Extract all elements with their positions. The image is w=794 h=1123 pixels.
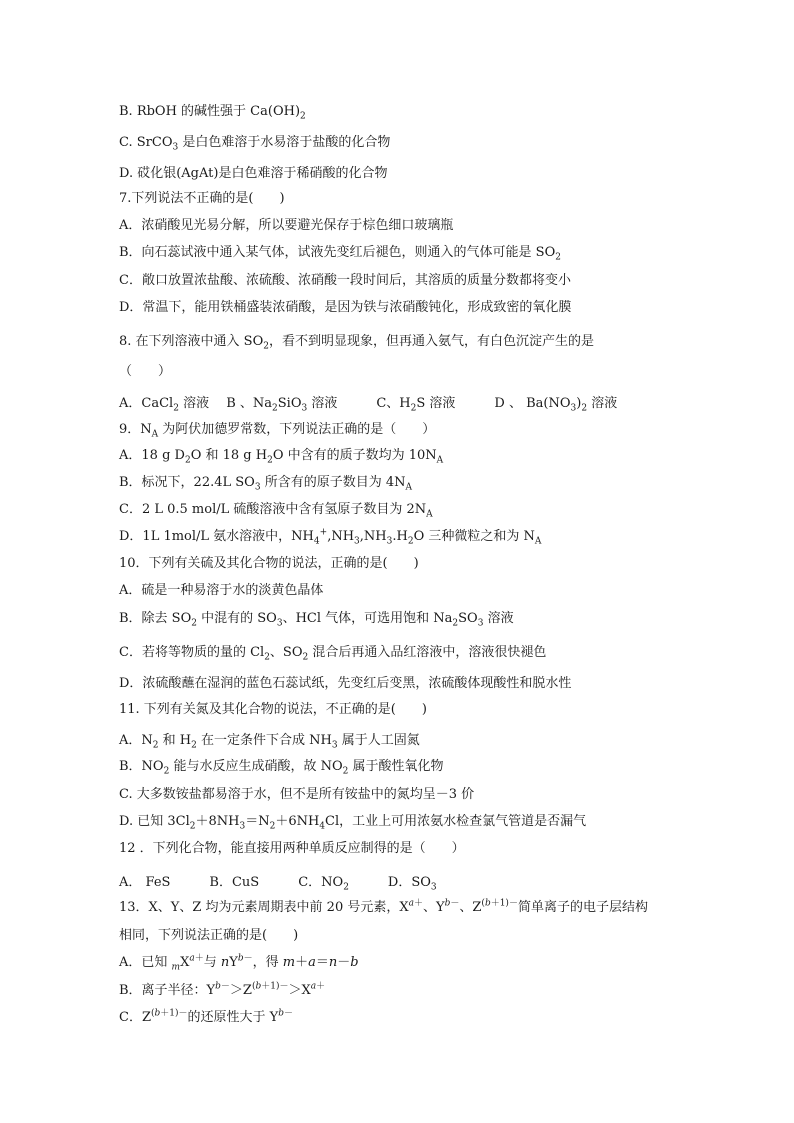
option-6d: D. 砹化银(AgAt)是白色难溶于稀硝酸的化合物: [119, 166, 388, 181]
option-9a: A．18 g $D_2O$ 和 18 g $H_2O$ 中含有的质子数均为 $10N_A$: [119, 448, 444, 466]
options-12: A． FeS B．CuS C．$NO_2$ D．$SO_3$: [119, 875, 437, 893]
question-7: 7.下列说法不正确的是( ): [119, 191, 285, 206]
question-13-cont: 相同，下列说法正确的是( ): [119, 928, 299, 943]
question-10: 10．下列有关硫及其化合物的说法，正确的是( ): [119, 556, 419, 571]
option-9c: C．2 L 0.5 mol/L 硫酸溶液中含有氢原子数目为 $2N_A$: [119, 502, 433, 520]
option-11c: C. 大多数铵盐都易溶于水，但不是所有铵盐中的氮均呈－3 价: [119, 787, 475, 802]
option-7d: D．常温下，能用铁桶盛装浓硝酸，是因为铁与浓硝酸钝化，形成致密的氧化膜: [119, 300, 572, 315]
option-7a: A．浓硝酸见光易分解，所以要避光保存于棕色细口玻璃瓶: [119, 218, 454, 233]
option-10a: A．硫是一种易溶于水的淡黄色晶体: [119, 583, 324, 598]
option-13a: A．已知 $_mX^{a+}$与 $nY^{b-}$，得 m＋a＝n－b: [119, 953, 359, 973]
option-10b: B．除去 $SO_2$ 中混有的 $SO_3$、HCl 气体，可选用饱和 $Na_2SO_3$ 溶液: [119, 611, 514, 629]
question-12: 12 ．下列化合物，能直接用两种单质反应制得的是（ ）: [119, 841, 465, 856]
question-11: 11. 下列有关氮及其化合物的说法，不正确的是( ): [119, 702, 427, 717]
option-6b: B. RbOH 的碱性强于 $Ca(OH)_2$: [119, 104, 306, 122]
question-8-bracket: （ ）: [119, 364, 172, 379]
question-8: 8. 在下列溶液中通入 $SO_2$，看不到明显现象，但再通入氨气，有白色沉淀产生的是: [119, 334, 594, 352]
option-11a: A．$N_2$ 和 $H_2$ 在一定条件下合成 $NH_3$ 属于人工固氮: [119, 733, 420, 751]
option-9b: B．标况下，22.4L $SO_3$ 所含有的原子数目为 $4N_A$: [119, 475, 412, 493]
question-13: 13．X、Y、Z 均为元素周期表中前 20 号元素，$X^{a+}$、$Y^{b-}$、$Z^{(b+1)-}$简单离子的电子层结构: [119, 898, 648, 915]
option-11b: B．$NO_2$ 能与水反应生成硝酸，故 $NO_2$ 属于酸性氧化物: [119, 759, 444, 777]
options-8: A．CaCl$_2$ 溶液 B 、$Na_2SiO_3$ 溶液 C、$H_2S$ 溶液 D 、 $Ba(NO_3)_2$ 溶液: [119, 396, 618, 414]
option-10c: C．若将等物质的量的 $Cl_2$、$SO_2$ 混合后再通入品红溶液中，溶液很快褪色: [119, 645, 547, 663]
option-10d: D．浓硫酸蘸在湿润的蓝色石蕊试纸，先变红后变黑，浓硫酸体现酸性和脱水性: [119, 676, 572, 691]
option-11d: D. 已知 $3Cl_2+8NH_3=N_2+6NH_4Cl$，工业上可用浓氨水检查氯气管道是否漏气: [119, 814, 587, 832]
option-6c: C. SrCO$_3$ 是白色难溶于水易溶于盐酸的化合物: [119, 135, 391, 153]
option-9d: D．1L 1mol/L 氨水溶液中，$NH_4^+,NH_3,NH_3.H_2O$ 三种微粒之和为 $N_A$: [119, 527, 542, 547]
option-7c: C．敞口放置浓盐酸、浓硫酸、浓硝酸一段时间后，其溶质的质量分数都将变小: [119, 273, 571, 288]
question-9: 9．$N_A$ 为阿伏加德罗常数，下列说法正确的是（ ）: [119, 422, 436, 440]
option-13b: B．离子半径：$Y^{b-}>Z^{(b+1)-}>X^{a+}$: [119, 981, 326, 998]
option-13c: C．$Z^{(b+1)-}$的还原性大于 $Y^{b-}$: [119, 1008, 294, 1025]
option-7b: B．向石蕊试液中通入某气体，试液先变红后褪色，则通入的气体可能是 $SO_2$: [119, 245, 561, 263]
